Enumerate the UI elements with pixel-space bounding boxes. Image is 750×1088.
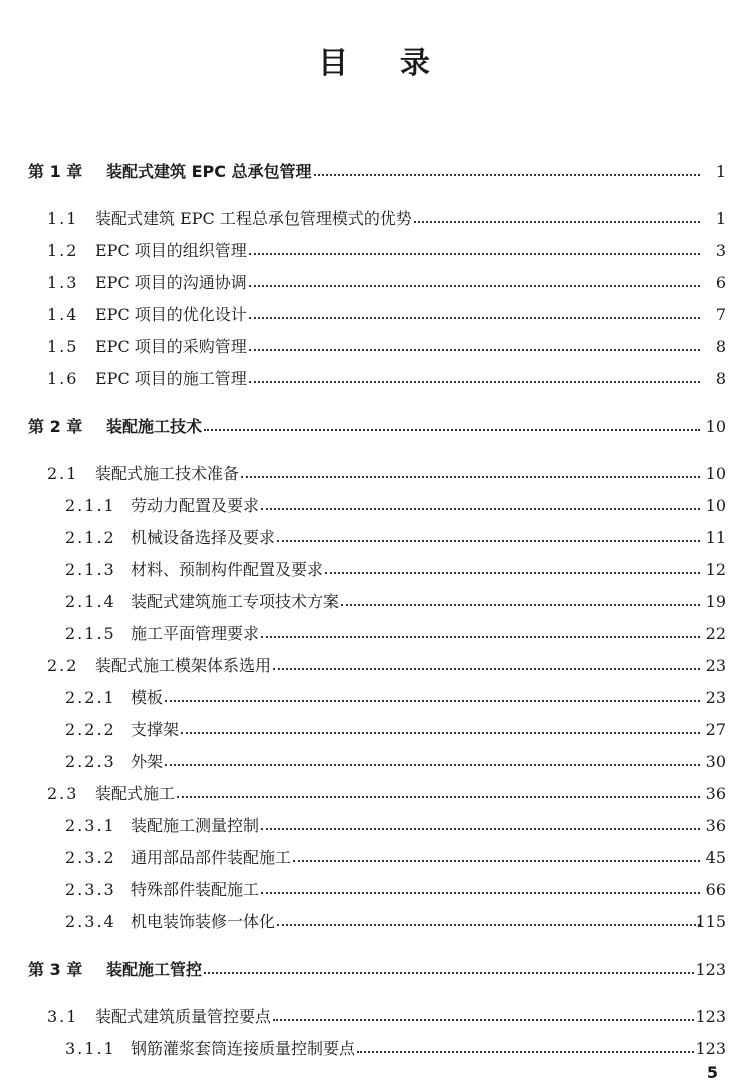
toc-entry-page: 66: [705, 880, 726, 899]
toc-subsection-entry[interactable]: [0, 877, 750, 903]
toc-leader-dots: [261, 508, 700, 510]
toc-entry-page: 36: [705, 816, 726, 835]
toc-leader-dots: [261, 828, 700, 830]
toc-leader-dots: [177, 796, 700, 798]
toc-leader-dots: [249, 317, 700, 319]
toc-section-entry[interactable]: [0, 781, 750, 807]
toc-entry-number: 2.1.1: [65, 496, 116, 515]
toc-subsection-entry[interactable]: [0, 493, 750, 519]
toc-entry-number: 第 3 章: [28, 960, 83, 979]
toc-entry-number: 第 2 章: [28, 417, 83, 436]
toc-leader-dots: [314, 174, 700, 176]
toc-entry-number: 2.3.2: [65, 848, 116, 867]
toc-entry-page: 123: [695, 960, 726, 979]
toc-entry-number: 3.1: [47, 1007, 79, 1026]
toc-leader-dots: [261, 892, 700, 894]
toc-entry-number: 1.5: [47, 337, 79, 356]
toc-entry-page: 8: [715, 337, 726, 356]
toc-section-entry[interactable]: [0, 653, 750, 679]
toc-chapter-entry[interactable]: [0, 414, 750, 440]
toc-section-entry[interactable]: [0, 334, 750, 360]
toc-leader-dots: [341, 604, 700, 606]
toc-subsection-entry[interactable]: [0, 685, 750, 711]
page-title: 目 录: [318, 46, 432, 81]
toc-entry-number: 1.6: [47, 369, 79, 388]
toc-entry-title: 装配式建筑 EPC 工程总承包管理模式的优势: [95, 209, 412, 228]
toc-entry-page: 45: [705, 848, 726, 867]
toc-section-entry[interactable]: [0, 206, 750, 232]
toc-entry-title: 通用部品部件装配施工: [131, 848, 292, 867]
toc-leader-dots: [293, 860, 700, 862]
toc-leader-dots: [273, 668, 700, 670]
toc-section-entry[interactable]: [0, 302, 750, 328]
toc-entry-title: 装配施工技术: [106, 417, 203, 436]
toc-section-entry[interactable]: [0, 1004, 750, 1030]
toc-entry-page: 27: [705, 720, 726, 739]
toc-entry-page: 1: [715, 209, 726, 228]
toc-entry-title: 机电装饰装修一体化: [131, 912, 276, 931]
toc-leader-dots: [325, 572, 700, 574]
toc-entry-page: 23: [705, 656, 726, 675]
toc-section-entry[interactable]: [0, 461, 750, 487]
toc-leader-dots: [165, 764, 700, 766]
toc-entry-title: 特殊部件装配施工: [131, 880, 260, 899]
toc-entry-title: 装配施工管控: [106, 960, 203, 979]
toc-entry-title: 装配式施工技术准备: [95, 464, 240, 483]
toc-entry-number: 2.2.2: [65, 720, 116, 739]
toc-entry-number: 2.1.2: [65, 528, 116, 547]
toc-leader-dots: [277, 924, 700, 926]
toc-leader-dots: [165, 700, 700, 702]
toc-entry-title: 劳动力配置及要求: [131, 496, 260, 515]
toc-entry-page: 30: [705, 752, 726, 771]
toc-entry-number: 2.2.1: [65, 688, 116, 707]
toc-entry-title: 机械设备选择及要求: [131, 528, 276, 547]
toc-leader-dots: [204, 429, 700, 431]
toc-entry-number: 2.1.4: [65, 592, 116, 611]
toc-entry-page: 19: [705, 592, 726, 611]
toc-entry-title: 材料、预制构件配置及要求: [131, 560, 324, 579]
toc-leader-dots: [181, 732, 700, 734]
toc-section-entry[interactable]: [0, 238, 750, 264]
toc-entry-title: 模板: [131, 688, 164, 707]
toc-entry-page: 12: [705, 560, 726, 579]
toc-entry-number: 2.1: [47, 464, 79, 483]
toc-entry-title: 装配式建筑施工专项技术方案: [131, 592, 340, 611]
toc-leader-dots: [261, 636, 700, 638]
toc-entry-number: 2.1.5: [65, 624, 116, 643]
toc-leader-dots: [204, 972, 694, 974]
toc-entry-title: 装配施工测量控制: [131, 816, 260, 835]
toc-entry-page: 123: [695, 1007, 726, 1026]
toc-entry-number: 2.1.3: [65, 560, 116, 579]
toc-section-entry[interactable]: [0, 270, 750, 296]
toc-section-entry[interactable]: [0, 366, 750, 392]
toc-subsection-entry[interactable]: [0, 717, 750, 743]
toc-leader-dots: [249, 253, 700, 255]
toc-leader-dots: [249, 381, 700, 383]
toc-entry-page: 10: [705, 496, 726, 515]
toc-entry-page: 10: [705, 464, 726, 483]
toc-leader-dots: [414, 221, 700, 223]
toc-entry-page: 6: [715, 273, 726, 292]
toc-entry-title: EPC 项目的施工管理: [95, 369, 247, 388]
toc-chapter-entry[interactable]: [0, 159, 750, 185]
toc-entry-number: 1.4: [47, 305, 79, 324]
toc-entry-title: EPC 项目的沟通协调: [95, 273, 247, 292]
toc-entry-page: 22: [705, 624, 726, 643]
toc-subsection-entry[interactable]: [0, 525, 750, 551]
toc-entry-number: 1.1: [47, 209, 79, 228]
toc-entry-number: 1.2: [47, 241, 79, 260]
toc-subsection-entry[interactable]: [0, 813, 750, 839]
toc-entry-title: 施工平面管理要求: [131, 624, 260, 643]
toc-entry-number: 1.3: [47, 273, 79, 292]
toc-entry-title: 装配式施工模架体系选用: [95, 656, 272, 675]
toc-entry-number: 2.2: [47, 656, 79, 675]
toc-entry-title: 装配式建筑质量管控要点: [95, 1007, 272, 1026]
toc-entry-page: 8: [715, 369, 726, 388]
toc-entry-page: 7: [715, 305, 726, 324]
toc-leader-dots: [241, 476, 700, 478]
toc-entry-number: 2.3: [47, 784, 79, 803]
toc-leader-dots: [273, 1019, 694, 1021]
toc-entry-number: 第 1 章: [28, 162, 83, 181]
toc-entry-title: 支撑架: [131, 720, 180, 739]
toc-leader-dots: [357, 1051, 694, 1053]
toc-entry-number: 2.3.4: [65, 912, 116, 931]
toc-entry-page: 11: [705, 528, 726, 547]
toc-entry-number: 2.3.3: [65, 880, 116, 899]
toc-subsection-entry[interactable]: [0, 621, 750, 647]
toc-entry-number: 2.2.3: [65, 752, 116, 771]
toc-subsection-entry[interactable]: [0, 909, 750, 935]
toc-leader-dots: [277, 540, 700, 542]
toc-subsection-entry[interactable]: [0, 749, 750, 775]
toc-entry-number: 2.3.1: [65, 816, 116, 835]
toc-entry-page: 123: [695, 1039, 726, 1058]
toc-chapter-entry[interactable]: [0, 957, 750, 983]
toc-leader-dots: [249, 285, 700, 287]
toc-entry-page: 3: [715, 241, 726, 260]
toc-entry-page: 36: [705, 784, 726, 803]
toc-entry-title: EPC 项目的组织管理: [95, 241, 247, 260]
toc-entry-page: 10: [705, 417, 726, 436]
toc-leader-dots: [249, 349, 700, 351]
toc-entry-number: 3.1.1: [65, 1039, 116, 1058]
page-number: 5: [706, 1063, 718, 1082]
toc-entry-page: 23: [705, 688, 726, 707]
toc-entry-page: 1: [715, 162, 726, 181]
toc-entry-page: 115: [695, 912, 726, 931]
toc-subsection-entry[interactable]: [0, 557, 750, 583]
toc-subsection-entry[interactable]: [0, 1036, 750, 1062]
toc-entry-title: EPC 项目的优化设计: [95, 305, 247, 324]
toc-entry-title: 钢筋灌浆套筒连接质量控制要点: [131, 1039, 356, 1058]
toc-subsection-entry[interactable]: [0, 589, 750, 615]
toc-entry-title: 外架: [131, 752, 164, 771]
toc-entry-title: EPC 项目的采购管理: [95, 337, 247, 356]
toc-subsection-entry[interactable]: [0, 845, 750, 871]
toc-entry-title: 装配式施工: [95, 784, 176, 803]
toc-entry-title: 装配式建筑 EPC 总承包管理: [106, 162, 312, 181]
